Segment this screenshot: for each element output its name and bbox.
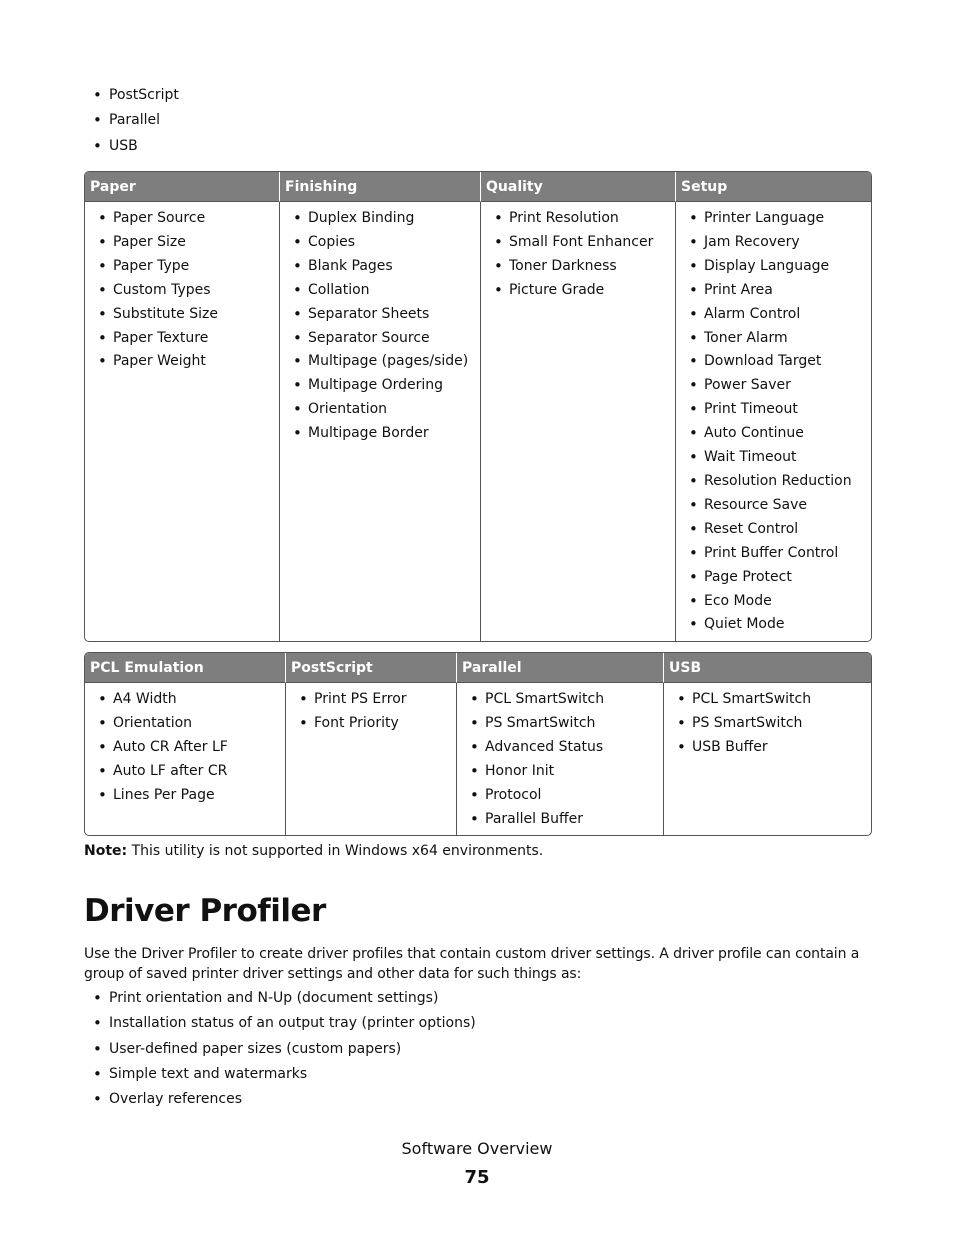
list-item: • Auto Continue — [681, 422, 867, 446]
list-item: • Display Language — [681, 255, 867, 279]
list-item: • Resolution Reduction — [681, 470, 867, 494]
page-number: 75 — [464, 1167, 490, 1188]
parallel-settings-list — [462, 688, 659, 831]
finishing-settings-list — [285, 207, 476, 446]
list-item: • Installation status of an output tray (printer options) — [85, 1011, 476, 1036]
list-item: • Auto LF after CR — [90, 760, 281, 784]
list-item: • Toner Darkness — [486, 255, 671, 279]
column-header-paper: Paper — [85, 172, 280, 202]
list-item: • Download Target — [681, 350, 867, 374]
list-item: • Duplex Binding — [285, 207, 476, 231]
column-cell-pcl-emulation — [85, 683, 286, 835]
column-cell-parallel — [457, 683, 664, 835]
list-item: • Resource Save — [681, 494, 867, 518]
list-item: • Eco Mode — [681, 590, 867, 614]
list-item: • Collation — [285, 279, 476, 303]
list-item: • PS SmartSwitch — [669, 712, 867, 736]
list-item: • Reset Control — [681, 518, 867, 542]
list-item: • Print Buffer Control — [681, 542, 867, 566]
footer-section-title: Software Overview — [401, 1139, 553, 1158]
list-item: • Print Timeout — [681, 398, 867, 422]
list-item: • PCL SmartSwitch — [669, 688, 867, 712]
column-header-usb: USB — [664, 653, 871, 683]
list-item: • Multipage (pages/side) — [285, 350, 476, 374]
list-item: • Print orientation and N-Up (document settings) — [85, 986, 476, 1011]
note-label: Note: — [84, 843, 128, 859]
list-item: • Protocol — [462, 784, 659, 808]
interface-list — [85, 83, 179, 159]
column-cell-setup — [676, 202, 871, 641]
list-item: • PostScript — [85, 83, 179, 108]
list-item: • Font Priority — [291, 712, 452, 736]
list-item: • Paper Size — [90, 231, 275, 255]
list-item: • Substitute Size — [90, 303, 275, 327]
menu-table-interfaces — [84, 652, 872, 836]
list-item: • Separator Sheets — [285, 303, 476, 327]
setup-settings-list — [681, 207, 867, 637]
column-cell-paper — [85, 202, 280, 641]
list-item: • Orientation — [90, 712, 281, 736]
list-item: • Quiet Mode — [681, 613, 867, 637]
list-item: • Overlay references — [85, 1087, 476, 1112]
list-item: • PCL SmartSwitch — [462, 688, 659, 712]
list-item: • Picture Grade — [486, 279, 671, 303]
list-item: • PS SmartSwitch — [462, 712, 659, 736]
list-item: • Lines Per Page — [90, 784, 281, 808]
pcl-emulation-settings-list — [90, 688, 281, 808]
note-text: This utility is not supported in Windows x64 environments. — [127, 843, 544, 859]
list-item: • Paper Type — [90, 255, 275, 279]
profile-contents-list — [85, 986, 476, 1112]
list-item: • USB — [85, 134, 179, 159]
quality-settings-list — [486, 207, 671, 303]
column-cell-finishing — [280, 202, 481, 641]
section-heading: Driver Profiler — [84, 893, 326, 929]
list-item: • Parallel — [85, 108, 179, 133]
list-item: • Paper Weight — [90, 350, 275, 374]
list-item: • Copies — [285, 231, 476, 255]
list-item: • Simple text and watermarks — [85, 1062, 476, 1087]
column-header-postscript: PostScript — [286, 653, 457, 683]
column-header-quality: Quality — [481, 172, 676, 202]
list-item: • Multipage Border — [285, 422, 476, 446]
list-item: • Toner Alarm — [681, 327, 867, 351]
list-item: • Print Area — [681, 279, 867, 303]
list-item: • A4 Width — [90, 688, 281, 712]
list-item: • Wait Timeout — [681, 446, 867, 470]
intro-paragraph: Use the Driver Profiler to create driver profiles that contain custom driver settings. A driver profile can contain a group of saved printer driver settings and other data for such things as: — [84, 946, 860, 982]
list-item: • Alarm Control — [681, 303, 867, 327]
list-item: • Separator Source — [285, 327, 476, 351]
column-cell-usb — [664, 683, 871, 835]
paper-settings-list — [90, 207, 275, 374]
column-header-pcl-emulation: PCL Emulation — [85, 653, 286, 683]
column-header-setup: Setup — [676, 172, 871, 202]
list-item: • Power Saver — [681, 374, 867, 398]
list-item: • Jam Recovery — [681, 231, 867, 255]
list-item: • Advanced Status — [462, 736, 659, 760]
usb-settings-list — [669, 688, 867, 760]
list-item: • Print PS Error — [291, 688, 452, 712]
list-item: • Parallel Buffer — [462, 808, 659, 832]
list-item: • Printer Language — [681, 207, 867, 231]
postscript-settings-list — [291, 688, 452, 736]
list-item: • Orientation — [285, 398, 476, 422]
column-header-parallel: Parallel — [457, 653, 664, 683]
list-item: • USB Buffer — [669, 736, 867, 760]
column-cell-postscript — [286, 683, 457, 835]
list-item: • Paper Source — [90, 207, 275, 231]
list-item: • Auto CR After LF — [90, 736, 281, 760]
list-item: • User-defined paper sizes (custom papers) — [85, 1037, 476, 1062]
menu-table-general — [84, 171, 872, 642]
column-cell-quality — [481, 202, 676, 641]
column-header-finishing: Finishing — [280, 172, 481, 202]
list-item: • Print Resolution — [486, 207, 671, 231]
note-paragraph — [84, 843, 543, 859]
list-item: • Custom Types — [90, 279, 275, 303]
list-item: • Small Font Enhancer — [486, 231, 671, 255]
list-item: • Multipage Ordering — [285, 374, 476, 398]
list-item: • Paper Texture — [90, 327, 275, 351]
list-item: • Page Protect — [681, 566, 867, 590]
list-item: • Honor Init — [462, 760, 659, 784]
list-item: • Blank Pages — [285, 255, 476, 279]
